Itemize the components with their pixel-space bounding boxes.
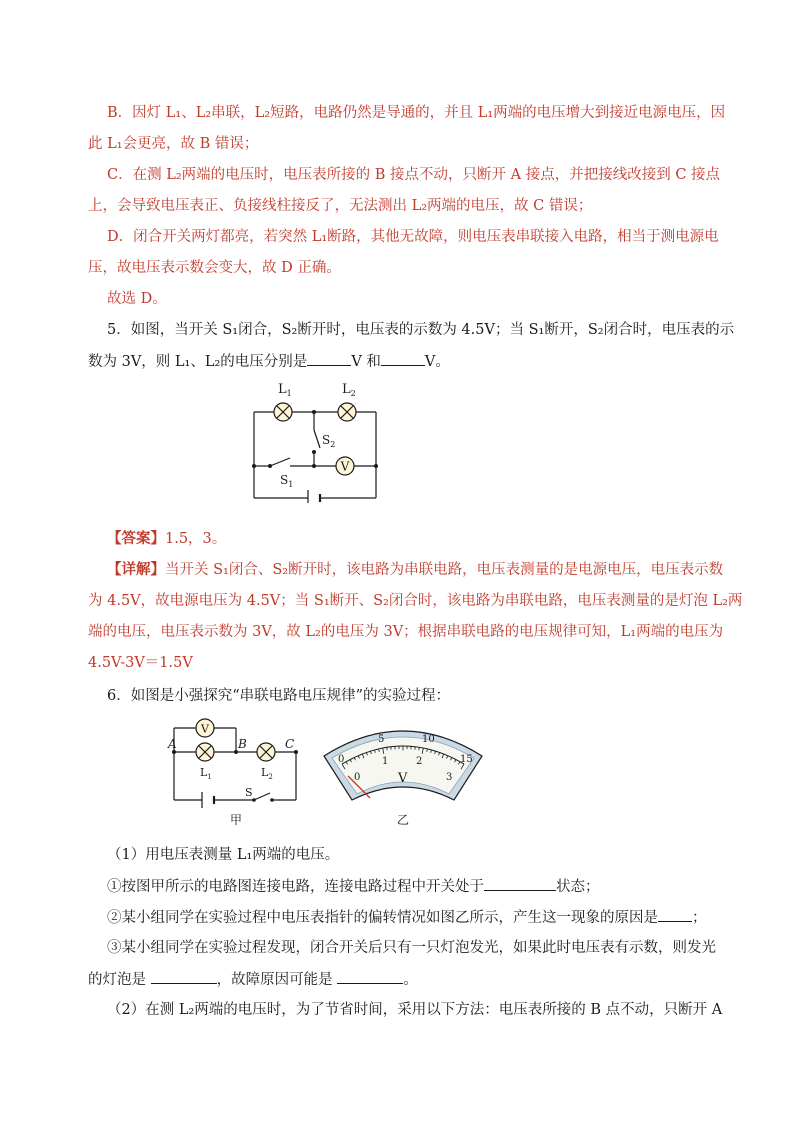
label-C: C	[285, 737, 295, 751]
q6-p1-q3-post: 。	[403, 972, 418, 988]
outer-tick-5: 5	[378, 734, 385, 745]
label-L1: $L_1$	[278, 382, 292, 398]
q5-text-pre: 数为 3V，则 L₁、L₂的电压分别是	[88, 354, 308, 370]
dial-unit: V	[398, 771, 408, 786]
outer-tick-15: 15	[460, 754, 473, 765]
outer-tick-10: 10	[422, 734, 435, 745]
label-S2: $S_2$	[322, 433, 336, 449]
q5-answer	[107, 529, 226, 549]
q6-p1-q3-line2	[88, 969, 418, 990]
inner-tick-0: 0	[354, 772, 361, 783]
lamp-L1-icon	[196, 743, 214, 761]
voltmeter-label: V	[201, 722, 209, 736]
inner-tick-1: 1	[382, 756, 389, 767]
q5-detail-line1	[107, 560, 723, 580]
lamp-L2-icon	[338, 403, 356, 421]
label-B: B	[238, 737, 247, 751]
lamp-L2-icon	[257, 743, 275, 761]
q6-p1-q1-blank[interactable]	[484, 876, 556, 891]
q6-p1-q3-pre: 的灯泡是	[88, 972, 146, 988]
label-S1: $S_1$	[280, 473, 294, 489]
q6-p1-q3-line1: ③某小组同学在实验过程发现，闭合开关后只有一只灯泡发光，如果此时电压表有示数，则发光	[107, 940, 716, 956]
lamp-L1-icon	[274, 403, 292, 421]
solution-D-line1: D．闭合开关两灯都亮，若突然 L₁断路，其他无故障，则电压表串联接入电路，相当于测电源电	[107, 229, 719, 245]
q6-p1-q2-post: ；	[692, 910, 707, 926]
q5-blank-2[interactable]	[381, 351, 425, 366]
solution-B-line1: B．因灯 L₁、L₂串联，L₂短路，电路仍然是导通的，并且 L₁两端的电压增大到接近电源电压，因	[107, 105, 726, 121]
q5-detail-line4: 4.5V-3V＝1.5V	[88, 655, 193, 671]
inner-tick-2: 2	[416, 756, 423, 767]
caption-yi: 乙	[396, 813, 410, 827]
voltmeter-icon	[196, 719, 214, 737]
solution-B-line2: 此 L₁会更亮，故 B 错误；	[88, 136, 259, 152]
q6-p1-q3-mid: ，故障原因可能是	[216, 972, 333, 988]
detail-text-1: 当开关 S₁闭合、S₂断开时，该电路为串联电路，电压表测量的是电源电压，电压表示数	[165, 562, 724, 578]
q5-text-line2	[88, 351, 450, 372]
q5-detail-line2: 为 4.5V，故电源电压为 4.5V；当 S₁断开、S₂闭合时，该电路为串联电路，电压表测量的是灯泡 L₂两	[88, 593, 743, 609]
q5-circuit-diagram	[240, 378, 390, 503]
q5-detail-line3: 端的电压，电压表示数为 3V，故 L₂的电压为 3V；根据串联电路的电压规律可知，L₁两端的电压为	[88, 624, 724, 640]
label-S: S	[245, 786, 253, 799]
q6-p1-q3-blank2[interactable]	[337, 969, 403, 984]
label-L1: $L_1$	[200, 766, 212, 781]
solution-C-line1: C．在测 L₂两端的电压时，电压表所接的 B 接点不动，只断开 A 接点，并把接线改接到 C 接点	[107, 167, 721, 183]
solution-choice: 故选 D。	[107, 291, 167, 307]
voltmeter-label: V	[340, 459, 350, 474]
label-L2: $L_2$	[342, 382, 356, 398]
q6-circuit-jia	[162, 712, 310, 830]
caption-jia: 甲	[229, 813, 243, 827]
q5-text-mid: V 和	[351, 354, 381, 370]
q5-blank-1[interactable]	[307, 351, 351, 366]
q6-p1-q1-pre: ①按图甲所示的电路图连接电路，连接电路过程中开关处于	[107, 879, 484, 895]
q5-text-post: V。	[424, 354, 450, 370]
q6-p1-title: （1）用电压表测量 L₁两端的电压。	[107, 847, 340, 863]
q5-text-line1: 5．如图，当开关 S₁闭合，S₂断开时，电压表的示数为 4.5V；当 S₁断开，S₂闭合时，电压表的示	[107, 322, 735, 338]
q6-p1-q1	[107, 876, 600, 897]
answer-text: 1.5，3。	[165, 531, 227, 547]
answer-tag: 【答案】	[107, 530, 165, 547]
q6-intro: 6．如图是小强探究“串联电路电压规律”的实验过程：	[107, 688, 451, 704]
q6-p1-q3-blank1[interactable]	[151, 969, 217, 984]
solution-D-line2: 压，故电压表示数会变大，故 D 正确。	[88, 260, 341, 276]
inner-tick-3: 3	[446, 772, 453, 783]
q6-voltmeter-dial-yi	[318, 712, 488, 830]
q6-p2-line: （2）在测 L₂两端的电压时，为了节省时间，采用以下方法：电压表所接的 B 点不动，只断开 A	[107, 1002, 723, 1018]
solution-C-line2: 上，会导致电压表正、负接线柱接反了，无法测出 L₂两端的电压，故 C 错误；	[88, 198, 593, 214]
q6-p1-q1-post: 状态；	[556, 879, 600, 895]
label-A: A	[168, 737, 177, 751]
voltmeter-icon	[336, 457, 354, 475]
q6-p1-q2-pre: ②某小组同学在实验过程中电压表指针的偏转情况如图乙所示，产生这一现象的原因是	[107, 910, 658, 926]
outer-tick-0: 0	[338, 754, 345, 765]
q6-p1-q2	[107, 907, 707, 928]
label-L2: $L_2$	[261, 766, 273, 781]
detail-tag: 【详解】	[107, 561, 165, 578]
q6-p1-q2-blank[interactable]	[658, 907, 692, 922]
